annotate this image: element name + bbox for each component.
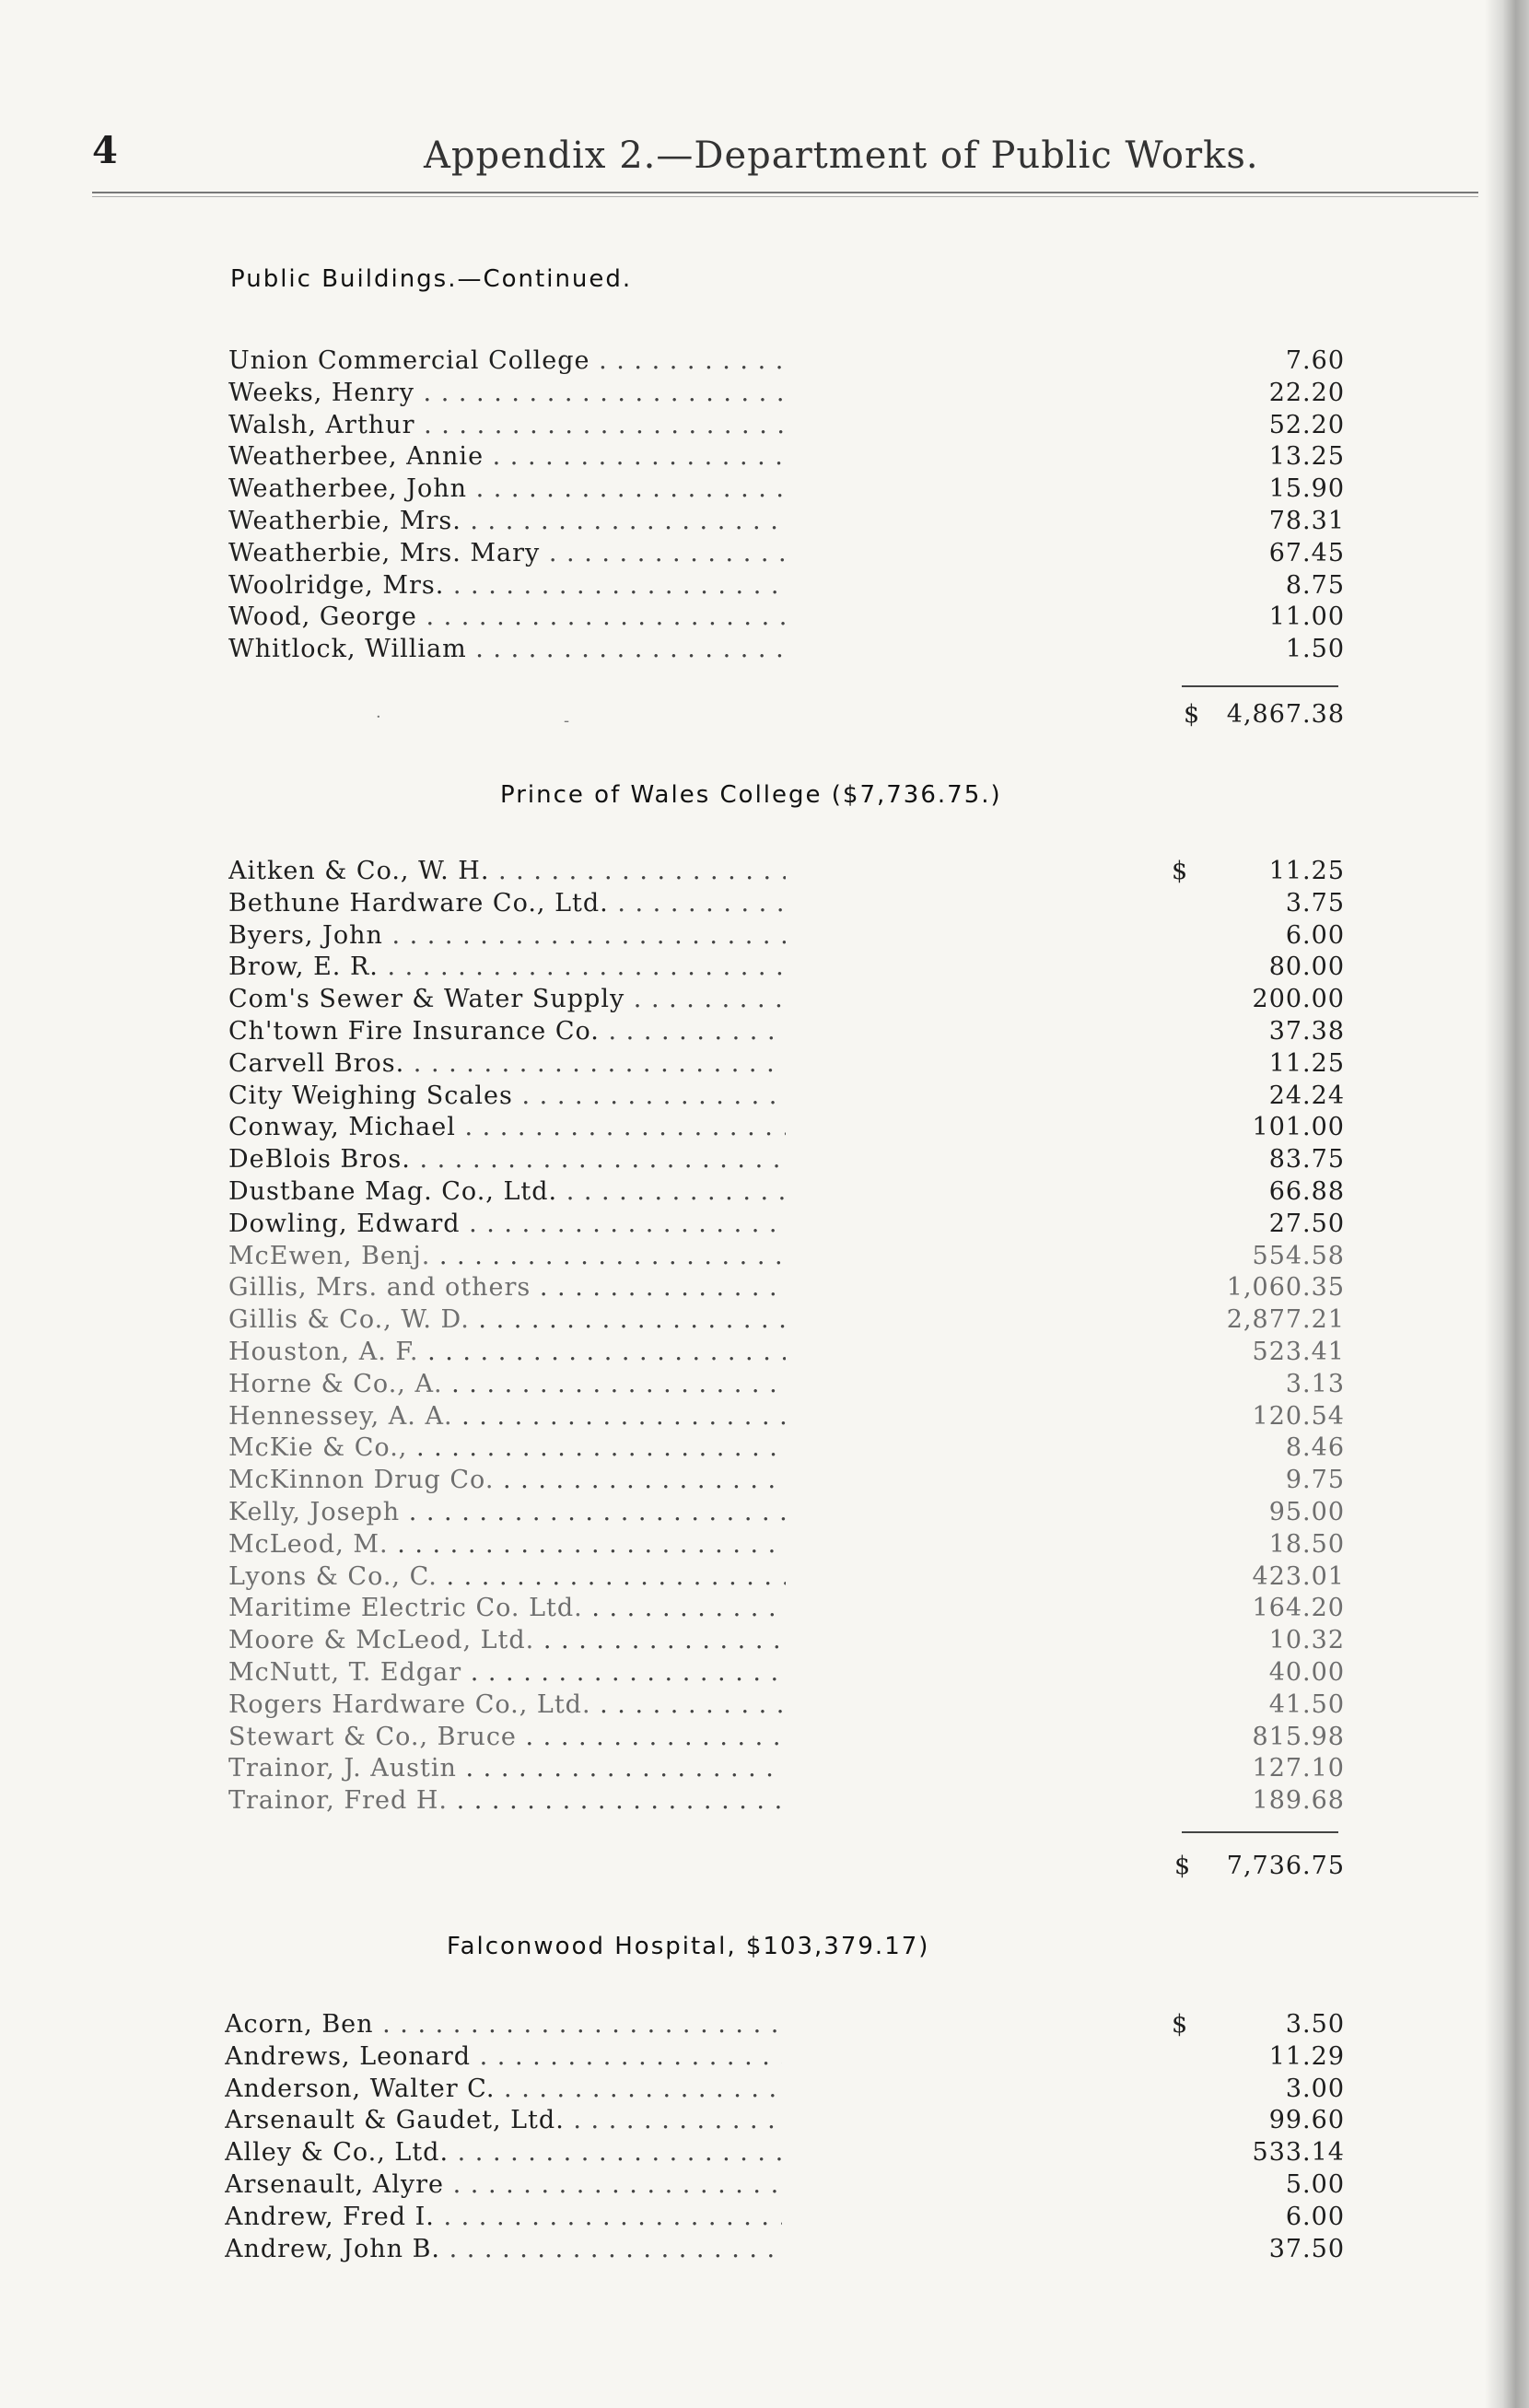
payee-name: Carvell Bros. . . . bbox=[228, 1049, 786, 1078]
amount: 15.90 bbox=[1268, 474, 1345, 504]
ledger-row bbox=[228, 857, 1352, 889]
amount: 52.20 bbox=[1268, 410, 1345, 439]
amount: 66.88 bbox=[1268, 1176, 1345, 1206]
payee-name: Trainor, J. Austin . . . bbox=[228, 1754, 786, 1783]
section-heading-public-buildings: Public Buildings.—Continued. bbox=[230, 265, 633, 293]
amount: 95.00 bbox=[1268, 1497, 1345, 1526]
amount: 5.00 bbox=[1285, 2169, 1345, 2199]
ledger-row bbox=[225, 2203, 1348, 2235]
payee-name: Whitlock, William . . . bbox=[228, 635, 786, 663]
ledger-row bbox=[228, 1594, 1352, 1626]
amount: 164.20 bbox=[1252, 1594, 1345, 1623]
amount: 423.01 bbox=[1252, 1561, 1345, 1591]
payee-name: McNutt, T. Edgar . . . bbox=[228, 1658, 786, 1687]
ledger-row bbox=[228, 602, 1352, 635]
ledger-row bbox=[228, 889, 1352, 921]
payee-name: Trainor, Fred H. . . . bbox=[228, 1786, 786, 1815]
ledger-row bbox=[228, 1786, 1352, 1818]
ledger-row bbox=[228, 1723, 1352, 1755]
amount: 8.75 bbox=[1285, 570, 1345, 600]
ledger-row bbox=[228, 1433, 1352, 1466]
payee-name: Moore & McLeod, Ltd. . . . bbox=[228, 1626, 786, 1654]
payee-name: Ch'town Fire Insurance Co. . . . bbox=[228, 1017, 786, 1046]
payee-name: Byers, John . . . bbox=[228, 921, 786, 950]
payee-name: Gillis & Co., W. D. . . . bbox=[228, 1305, 786, 1334]
amount: 83.75 bbox=[1268, 1145, 1345, 1175]
ledger-row bbox=[225, 2106, 1348, 2138]
payee-name: Stewart & Co., Bruce . . . bbox=[228, 1723, 786, 1751]
amount: 78.31 bbox=[1268, 506, 1345, 535]
ledger-row bbox=[228, 1177, 1352, 1210]
payee-name: Aitken & Co., W. H. . . . bbox=[228, 857, 786, 885]
amount: 37.38 bbox=[1268, 1016, 1345, 1046]
payee-name: McEwen, Benj. . . . bbox=[228, 1242, 786, 1270]
section-falconwood-hospital bbox=[225, 2010, 1348, 2266]
amount: 1,060.35 bbox=[1226, 1273, 1345, 1303]
amount: 3.75 bbox=[1285, 888, 1345, 918]
running-title: Appendix 2.—Department of Public Works. bbox=[424, 134, 1259, 177]
ledger-row bbox=[228, 1049, 1352, 1081]
total-rule bbox=[1182, 685, 1338, 687]
payee-name: Anderson, Walter C. . . . bbox=[225, 2075, 782, 2103]
payee-name: Conway, Michael . . . bbox=[228, 1113, 786, 1141]
payee-name: Com's Sewer & Water Supply . . . bbox=[228, 985, 786, 1013]
payee-name: Weeks, Henry . . . bbox=[228, 379, 786, 407]
payee-name: Weatherbie, Mrs. . . . bbox=[228, 507, 786, 535]
ledger-row bbox=[228, 379, 1352, 411]
amount: 815.98 bbox=[1252, 1722, 1345, 1751]
amount: 2,877.21 bbox=[1226, 1305, 1345, 1335]
ledger-row bbox=[228, 474, 1352, 507]
ledger-row bbox=[228, 411, 1352, 443]
amount: 10.32 bbox=[1268, 1626, 1345, 1655]
payee-name: Weatherbie, Mrs. Mary . . . bbox=[228, 539, 786, 567]
payee-name: McLeod, M. . . . bbox=[228, 1530, 786, 1559]
amount: 67.45 bbox=[1268, 538, 1345, 567]
payee-name: Woolridge, Mrs. . . . bbox=[228, 571, 786, 600]
amount: 11.29 bbox=[1268, 2041, 1345, 2071]
ledger-row bbox=[228, 1113, 1352, 1145]
payee-name: Andrew, Fred I. . . . bbox=[225, 2203, 782, 2231]
ledger-row bbox=[228, 1562, 1352, 1595]
amount: 18.50 bbox=[1268, 1529, 1345, 1559]
ledger-row bbox=[228, 571, 1352, 603]
dollar-sign: $ bbox=[1172, 857, 1189, 885]
ledger-row bbox=[228, 1754, 1352, 1786]
payee-name: Gillis, Mrs. and others . . . bbox=[228, 1273, 786, 1302]
payee-name: Andrew, John B. . . . bbox=[225, 2235, 782, 2263]
ledger-row bbox=[228, 539, 1352, 571]
amount: 6.00 bbox=[1285, 2202, 1345, 2231]
section-heading-falconwood-hospital: Falconwood Hospital, $103,379.17) bbox=[447, 1933, 930, 1960]
amount: 533.14 bbox=[1252, 2138, 1345, 2168]
amount: 11.00 bbox=[1268, 602, 1345, 632]
amount: 3.13 bbox=[1285, 1369, 1345, 1398]
amount: 6.00 bbox=[1285, 920, 1345, 950]
ledger-row bbox=[225, 2170, 1348, 2203]
amount: 37.50 bbox=[1268, 2234, 1345, 2263]
payee-name: Dowling, Edward . . . bbox=[228, 1210, 786, 1238]
total-dollar-sign: $ bbox=[1174, 1852, 1192, 1880]
ledger-row bbox=[228, 1017, 1352, 1049]
total-amount: 4,867.38 bbox=[1226, 700, 1345, 729]
amount: 13.25 bbox=[1268, 442, 1345, 472]
ledger-row bbox=[228, 1466, 1352, 1498]
print-speck: - bbox=[564, 711, 570, 731]
payee-name: Walsh, Arthur . . . bbox=[228, 411, 786, 439]
amount: 127.10 bbox=[1252, 1754, 1345, 1783]
amount: 3.50 bbox=[1285, 2010, 1345, 2039]
payee-name: Houston, A. F. . . . bbox=[228, 1338, 786, 1366]
page-number: 4 bbox=[92, 129, 118, 172]
payee-name: Bethune Hardware Co., Ltd. . . . bbox=[228, 889, 786, 918]
header-rule bbox=[92, 192, 1478, 197]
amount: 9.75 bbox=[1285, 1466, 1345, 1495]
ledger-row bbox=[228, 953, 1352, 985]
ledger-row bbox=[228, 1145, 1352, 1177]
page-edge-shadow bbox=[1485, 0, 1529, 2408]
total-dollar-sign: $ bbox=[1184, 700, 1201, 729]
payee-name: Brow, E. R. . . . bbox=[228, 953, 786, 981]
ledger-row bbox=[228, 1338, 1352, 1370]
amount: 11.25 bbox=[1268, 857, 1345, 885]
amount: 8.46 bbox=[1285, 1433, 1345, 1463]
ledger-row bbox=[228, 1273, 1352, 1305]
payee-name: Weatherbee, Annie . . . bbox=[228, 442, 786, 471]
amount: 523.41 bbox=[1252, 1337, 1345, 1366]
amount: 3.00 bbox=[1285, 2074, 1345, 2103]
ledger-row bbox=[228, 1530, 1352, 1562]
section-prince-of-wales bbox=[228, 857, 1352, 1818]
amount: 7.60 bbox=[1285, 346, 1345, 375]
print-speck: · bbox=[376, 707, 381, 727]
ledger-row bbox=[228, 1626, 1352, 1658]
ledger-row bbox=[228, 1658, 1352, 1690]
ledger-row bbox=[228, 1402, 1352, 1434]
amount: 40.00 bbox=[1268, 1657, 1345, 1687]
amount: 11.25 bbox=[1268, 1048, 1345, 1078]
ledger-row bbox=[225, 2235, 1348, 2267]
payee-name: McKinnon Drug Co. . . . bbox=[228, 1466, 786, 1494]
payee-name: Alley & Co., Ltd. . . . bbox=[225, 2138, 782, 2167]
payee-name: Maritime Electric Co. Ltd. . . . bbox=[228, 1594, 786, 1622]
amount: 101.00 bbox=[1252, 1113, 1345, 1142]
ledger-row bbox=[228, 1498, 1352, 1530]
ledger-row bbox=[228, 346, 1352, 379]
ledger-row bbox=[225, 2010, 1348, 2042]
payee-name: Horne & Co., A. . . . bbox=[228, 1370, 786, 1398]
payee-name: Wood, George . . . bbox=[228, 602, 786, 631]
ledger-row bbox=[228, 1242, 1352, 1274]
section-heading-prince-of-wales: Prince of Wales College ($7,736.75.) bbox=[500, 781, 1002, 809]
payee-name: Arsenault & Gaudet, Ltd. . . . bbox=[225, 2106, 782, 2134]
payee-name: Kelly, Joseph . . . bbox=[228, 1498, 786, 1526]
payee-name: Lyons & Co., C. . . . bbox=[228, 1562, 786, 1591]
ledger-row bbox=[228, 1081, 1352, 1114]
ledger-row bbox=[228, 1210, 1352, 1242]
amount: 200.00 bbox=[1252, 985, 1345, 1014]
ledger-row bbox=[228, 1370, 1352, 1402]
ledger-row bbox=[228, 985, 1352, 1017]
dollar-sign: $ bbox=[1172, 2010, 1189, 2039]
amount: 27.50 bbox=[1268, 1209, 1345, 1238]
payee-name: Arsenault, Alyre . . . bbox=[225, 2170, 782, 2199]
amount: 41.50 bbox=[1268, 1689, 1345, 1719]
payee-name: Acorn, Ben . . . bbox=[225, 2010, 782, 2039]
payee-name: Dustbane Mag. Co., Ltd. . . . bbox=[228, 1177, 786, 1206]
ledger-row bbox=[228, 921, 1352, 953]
ledger-row bbox=[225, 2075, 1348, 2107]
page-header bbox=[92, 129, 1474, 193]
ledger-row bbox=[228, 635, 1352, 667]
payee-name: Rogers Hardware Co., Ltd. . . . bbox=[228, 1690, 786, 1719]
total-rule bbox=[1182, 1831, 1338, 1833]
amount: 189.68 bbox=[1252, 1786, 1345, 1816]
payee-name: City Weighing Scales . . . bbox=[228, 1081, 786, 1110]
payee-name: Weatherbee, John . . . bbox=[228, 474, 786, 503]
amount: 554.58 bbox=[1252, 1241, 1345, 1270]
amount: 1.50 bbox=[1285, 635, 1345, 664]
ledger-row bbox=[225, 2042, 1348, 2075]
ledger-row bbox=[228, 1305, 1352, 1338]
payee-name: Union Commercial College . . . bbox=[228, 346, 786, 375]
total-amount: 7,736.75 bbox=[1226, 1852, 1345, 1880]
amount: 99.60 bbox=[1268, 2106, 1345, 2135]
ledger-row bbox=[228, 1690, 1352, 1723]
payee-name: Hennessey, A. A. . . . bbox=[228, 1402, 786, 1431]
payee-name: McKie & Co., . . . bbox=[228, 1433, 786, 1462]
ledger-row bbox=[225, 2138, 1348, 2170]
ledger-row bbox=[228, 442, 1352, 474]
amount: 24.24 bbox=[1268, 1081, 1345, 1110]
payee-name: Andrews, Leonard . . . bbox=[225, 2042, 782, 2071]
amount: 80.00 bbox=[1268, 953, 1345, 982]
section-public-buildings bbox=[228, 346, 1352, 667]
amount: 22.20 bbox=[1268, 378, 1345, 407]
payee-name: DeBlois Bros. . . . bbox=[228, 1145, 786, 1174]
amount: 120.54 bbox=[1252, 1401, 1345, 1431]
ledger-row bbox=[228, 507, 1352, 539]
